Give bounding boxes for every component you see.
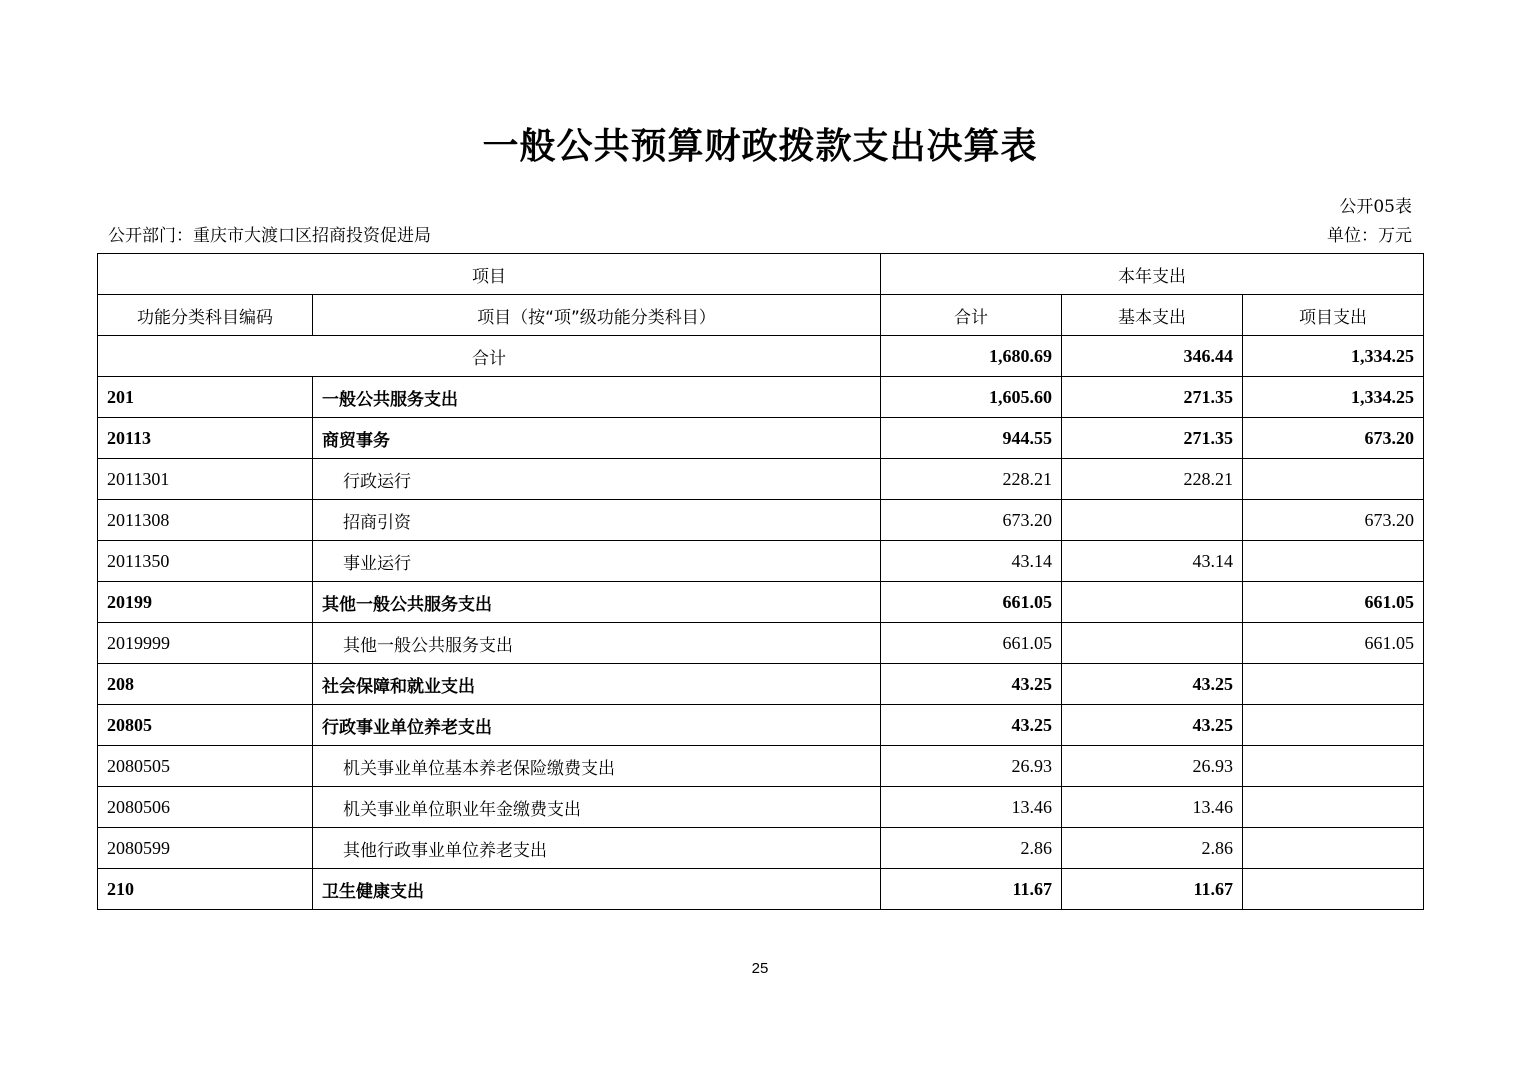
header-total: 合计 (881, 295, 1062, 336)
row-code: 2011350 (98, 541, 313, 582)
row-code: 210 (98, 869, 313, 910)
row-basic (1062, 582, 1243, 623)
row-name: 其他行政事业单位养老支出 (313, 828, 881, 869)
row-basic: 26.93 (1062, 746, 1243, 787)
row-total: 43.14 (881, 541, 1062, 582)
table-row (98, 664, 1424, 705)
row-total: 2.86 (881, 828, 1062, 869)
row-basic: 271.35 (1062, 377, 1243, 418)
total-sum: 1,680.69 (881, 336, 1062, 377)
header-basic: 基本支出 (1062, 295, 1243, 336)
row-basic: 43.25 (1062, 705, 1243, 746)
header-current-year: 本年支出 (881, 254, 1424, 295)
row-project: 673.20 (1243, 418, 1424, 459)
row-project (1243, 705, 1424, 746)
row-basic (1062, 500, 1243, 541)
header-project-expense: 项目支出 (1243, 295, 1424, 336)
row-total: 43.25 (881, 705, 1062, 746)
row-project: 1,334.25 (1243, 377, 1424, 418)
header-row-1 (98, 254, 1424, 295)
row-project: 661.05 (1243, 582, 1424, 623)
row-name: 事业运行 (313, 541, 881, 582)
row-basic: 43.14 (1062, 541, 1243, 582)
row-total: 26.93 (881, 746, 1062, 787)
table-row (98, 705, 1424, 746)
row-name: 其他一般公共服务支出 (313, 623, 881, 664)
table-row (98, 828, 1424, 869)
row-project (1243, 541, 1424, 582)
row-basic: 13.46 (1062, 787, 1243, 828)
header-row-2 (98, 295, 1424, 336)
row-project (1243, 787, 1424, 828)
table-row (98, 623, 1424, 664)
table-row (98, 500, 1424, 541)
row-basic: 43.25 (1062, 664, 1243, 705)
row-name: 机关事业单位职业年金缴费支出 (313, 787, 881, 828)
row-name: 社会保障和就业支出 (313, 664, 881, 705)
row-code: 20113 (98, 418, 313, 459)
total-row (98, 336, 1424, 377)
table-row (98, 869, 1424, 910)
row-code: 201 (98, 377, 313, 418)
row-total: 13.46 (881, 787, 1062, 828)
row-total: 228.21 (881, 459, 1062, 500)
table-row (98, 787, 1424, 828)
header-project: 项目 (98, 254, 881, 295)
row-basic: 2.86 (1062, 828, 1243, 869)
row-project (1243, 459, 1424, 500)
row-total: 661.05 (881, 623, 1062, 664)
row-name: 招商引资 (313, 500, 881, 541)
row-code: 2080599 (98, 828, 313, 869)
total-project: 1,334.25 (1243, 336, 1424, 377)
table-row (98, 377, 1424, 418)
row-total: 944.55 (881, 418, 1062, 459)
row-basic (1062, 623, 1243, 664)
row-name: 机关事业单位基本养老保险缴费支出 (313, 746, 881, 787)
row-basic: 11.67 (1062, 869, 1243, 910)
row-project (1243, 869, 1424, 910)
row-code: 2019999 (98, 623, 313, 664)
table-row (98, 459, 1424, 500)
row-total: 673.20 (881, 500, 1062, 541)
row-total: 1,605.60 (881, 377, 1062, 418)
row-name: 行政运行 (313, 459, 881, 500)
table-row (98, 746, 1424, 787)
row-name: 卫生健康支出 (313, 869, 881, 910)
row-name: 行政事业单位养老支出 (313, 705, 881, 746)
unit-label: 单位：万元 (1327, 226, 1412, 246)
row-project (1243, 746, 1424, 787)
row-project (1243, 664, 1424, 705)
row-basic: 228.21 (1062, 459, 1243, 500)
row-code: 2011301 (98, 459, 313, 500)
row-code: 20199 (98, 582, 313, 623)
row-total: 661.05 (881, 582, 1062, 623)
table-row (98, 541, 1424, 582)
row-project: 673.20 (1243, 500, 1424, 541)
table-row (98, 418, 1424, 459)
table-number: 公开05表 (1339, 197, 1412, 217)
row-total: 43.25 (881, 664, 1062, 705)
row-code: 2080506 (98, 787, 313, 828)
header-code: 功能分类科目编码 (98, 295, 313, 336)
row-name: 商贸事务 (313, 418, 881, 459)
row-total: 11.67 (881, 869, 1062, 910)
row-code: 2080505 (98, 746, 313, 787)
row-basic: 271.35 (1062, 418, 1243, 459)
row-project (1243, 828, 1424, 869)
header-item: 项目（按“项”级功能分类科目） (313, 295, 881, 336)
row-name: 一般公共服务支出 (313, 377, 881, 418)
row-code: 2011308 (98, 500, 313, 541)
table-row (98, 582, 1424, 623)
row-name: 其他一般公共服务支出 (313, 582, 881, 623)
row-code: 20805 (98, 705, 313, 746)
budget-table (97, 253, 1424, 910)
page-number: 25 (751, 960, 769, 977)
row-project: 661.05 (1243, 623, 1424, 664)
total-label: 合计 (98, 336, 881, 377)
page-title: 一般公共预算财政拨款支出决算表 (482, 126, 1038, 167)
department-label: 公开部门：重庆市大渡口区招商投资促进局 (108, 226, 431, 246)
row-code: 208 (98, 664, 313, 705)
total-basic: 346.44 (1062, 336, 1243, 377)
